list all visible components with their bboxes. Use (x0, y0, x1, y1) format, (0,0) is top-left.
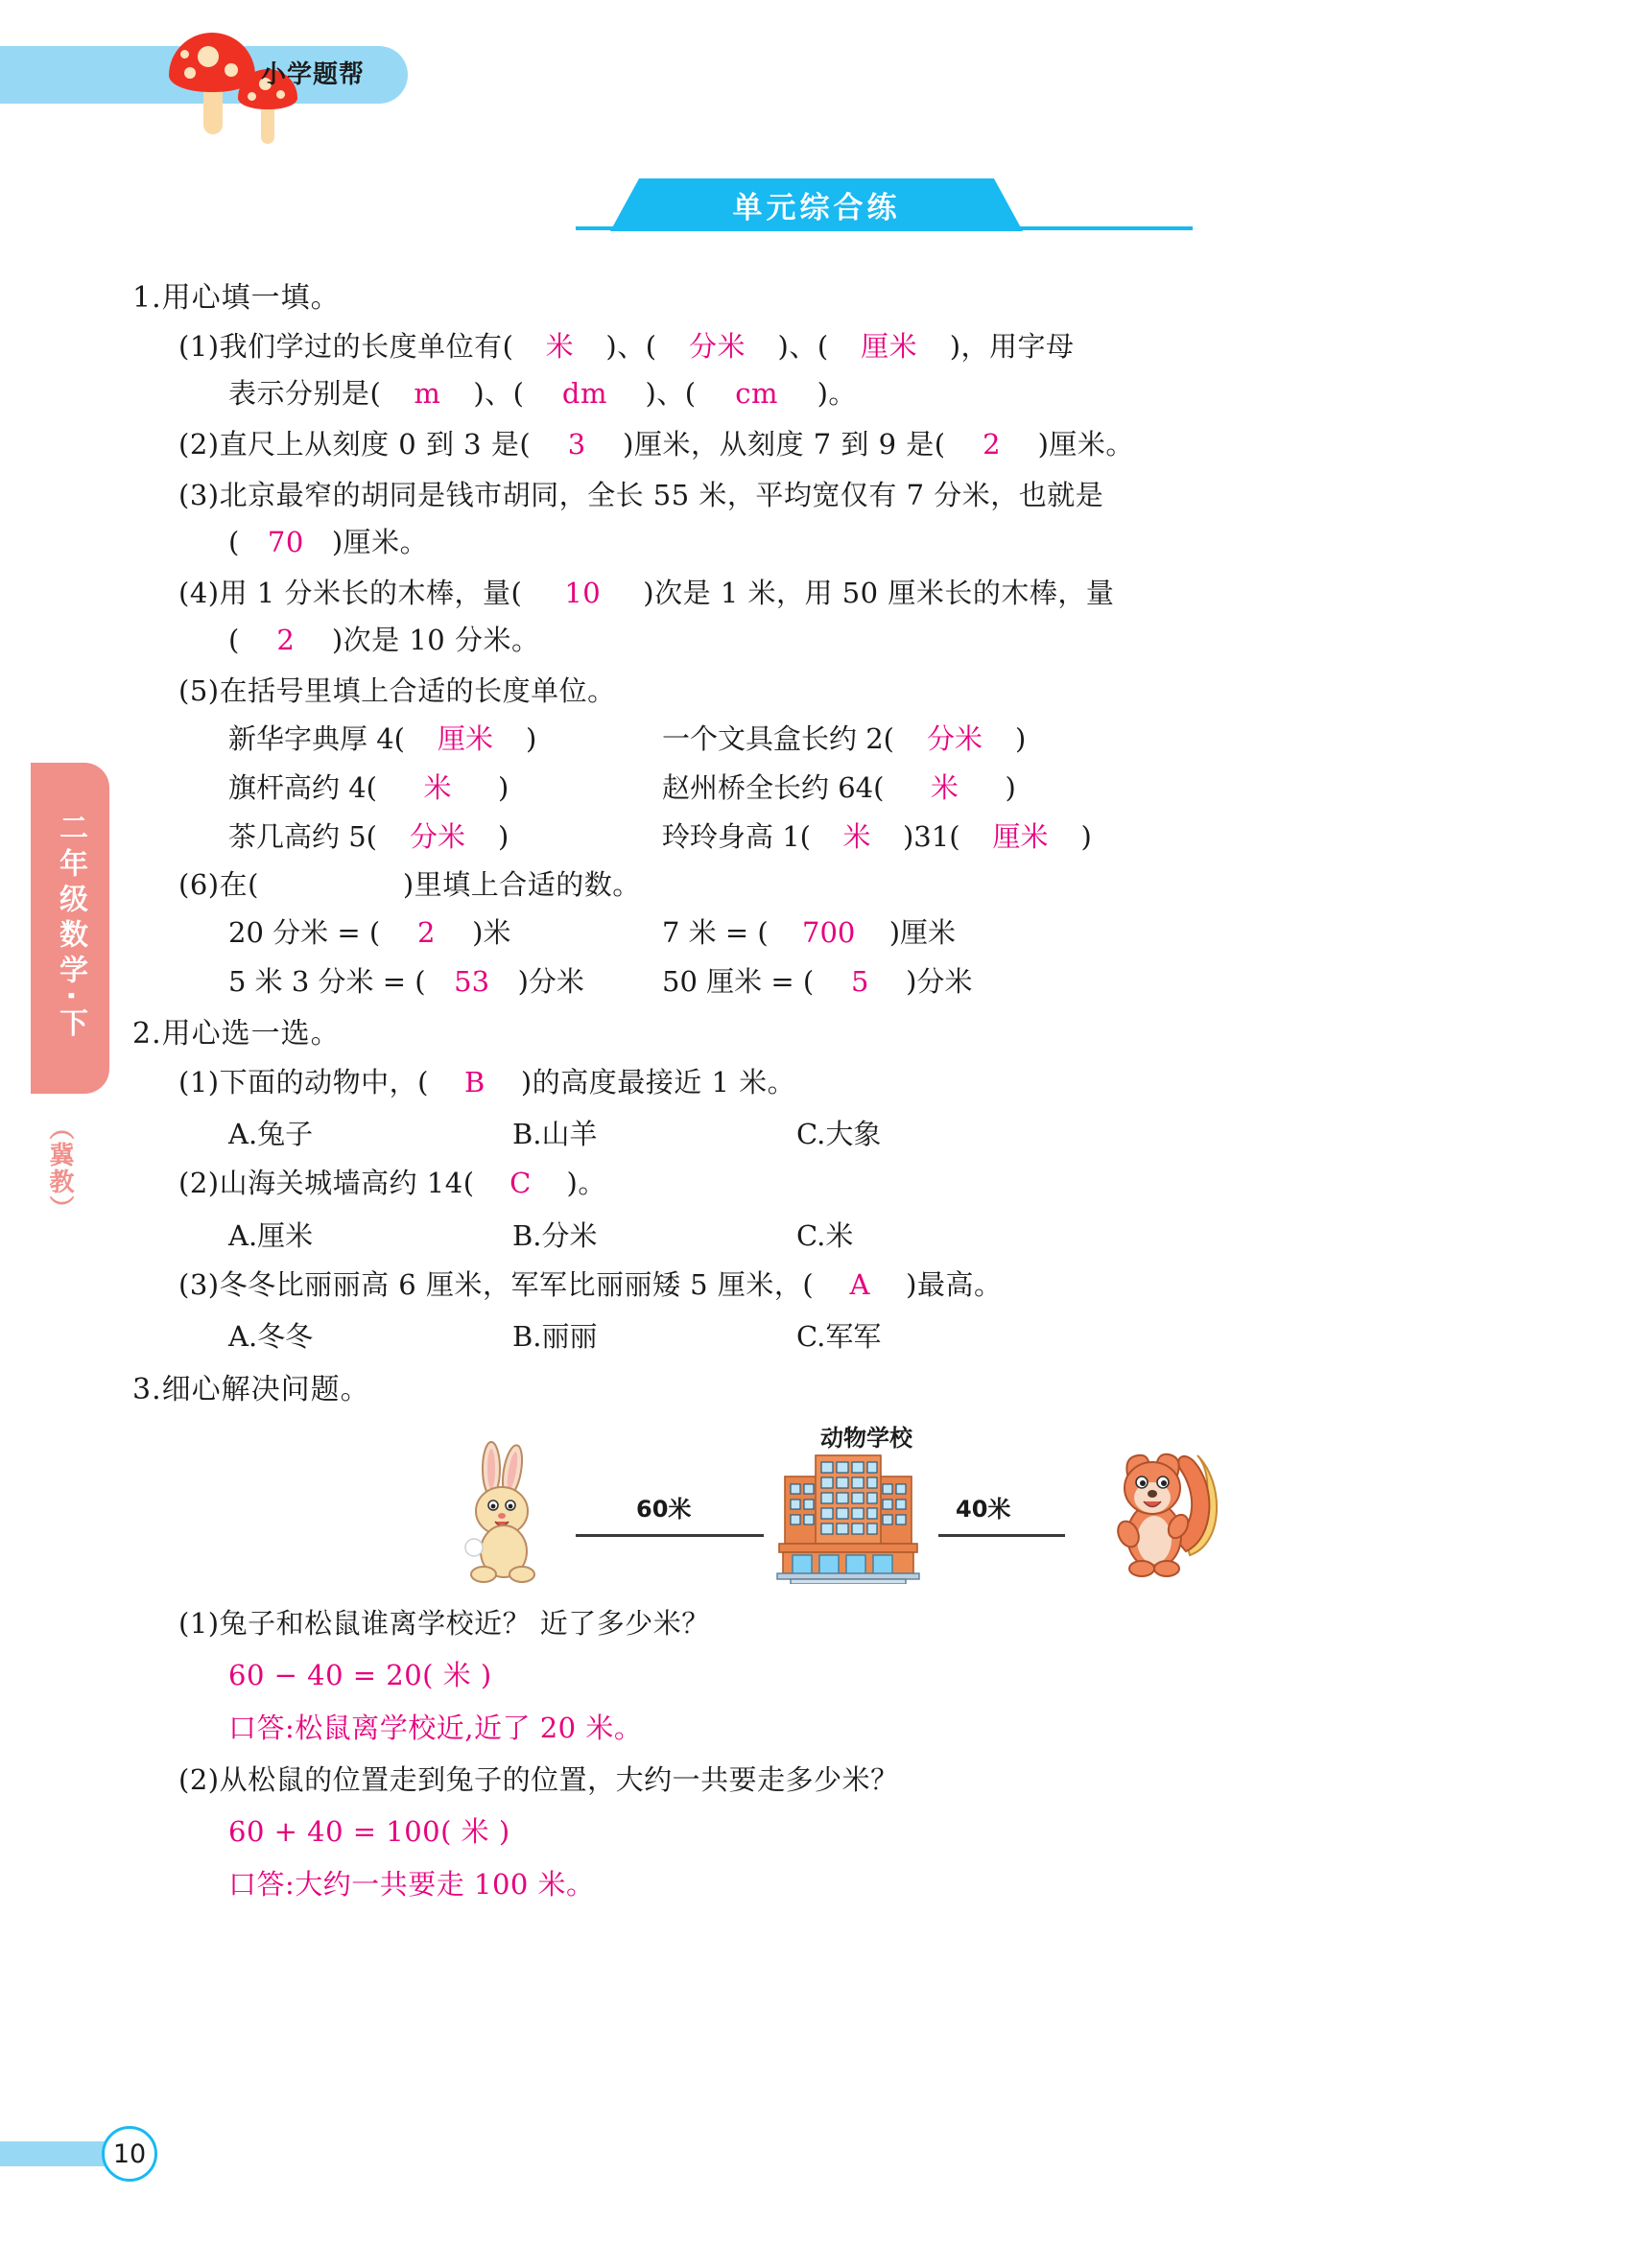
q1-6-r1-left-blank[interactable]: 2 (416, 916, 436, 950)
q1-2-text-b: )厘米，从刻度 7 到 9 是( (623, 428, 946, 461)
q2-3-option-c[interactable]: C.军军 (796, 1319, 882, 1353)
q2-1-text-b: )的高度最接近 1 米。 (520, 1066, 796, 1099)
distance-diagram (132, 1421, 1504, 1584)
q1-2-text-a: (2)直尺上从刻度 0 到 3 是( (178, 428, 532, 461)
q1-5-row-2-left (228, 767, 662, 806)
q1-6-r1-right-close: )厘米 (888, 916, 957, 950)
q1-2-text-c: )厘米。 (1037, 428, 1134, 461)
question-1-heading: 1.用心填一填。 (132, 281, 341, 315)
q1-4-blank-2[interactable]: 2 (276, 624, 296, 657)
q1-6-r2-right-blank[interactable]: 5 (850, 965, 869, 999)
q2-3-text-a: (3)冬冬比丽丽高 6 厘米，军军比丽丽矮 5 厘米，( (178, 1267, 815, 1301)
q3-item-2-answer: 口答:大约一共要走 100 米。 (228, 1867, 595, 1901)
q1-6-r2-right-close: )分米 (906, 965, 973, 999)
q2-2-options (132, 1215, 1504, 1254)
q1-4-text-a: (4)用 1 分米长的木棒，量( (178, 577, 523, 610)
rabbit-icon (449, 1440, 564, 1588)
q1-4-blank-1[interactable]: 10 (564, 577, 602, 610)
q1-3-blank-1[interactable]: 70 (267, 526, 304, 559)
q2-2-option-b[interactable]: B.分米 (512, 1218, 598, 1252)
q1-4-text-d: )次是 10 分米。 (331, 624, 540, 657)
q1-5-row-3 (132, 815, 1504, 855)
q1-3-text-c: )厘米。 (331, 526, 429, 559)
q1-1-text-g: )、( (645, 377, 697, 411)
q2-3-blank[interactable]: A (849, 1267, 870, 1301)
q1-1-text-f: )、( (473, 377, 525, 411)
grade-subject-label: 二年级数学·下 (54, 813, 87, 1044)
q1-6-head-a: (6)在( (178, 868, 259, 902)
brand-name: 小学题帮 (261, 60, 366, 89)
edition-label: （冀教） (45, 1115, 74, 1222)
q2-item-2 (132, 1163, 1504, 1203)
q1-6-r2-right-text: 50 厘米 = ( (662, 965, 815, 999)
q1-5-r2-left-close: ) (497, 771, 509, 805)
q1-3-text-b: ( (228, 526, 240, 559)
left-distance-line (576, 1534, 764, 1537)
q1-5-r2-right-text: 赵州桥全长约 64( (662, 771, 885, 805)
q2-3-option-b[interactable]: B.丽丽 (512, 1319, 598, 1353)
q3-item-2-equation: 60 + 40 = 100( 米 ) (228, 1814, 510, 1848)
q1-5-row-3-right (662, 815, 1504, 855)
q1-2-blank-1[interactable]: 3 (567, 428, 586, 461)
school-building-icon (766, 1450, 931, 1584)
q1-5-row-2 (132, 767, 1504, 806)
q1-6-row-2-left (228, 960, 662, 1000)
q2-1-option-a[interactable]: A.兔子 (228, 1118, 314, 1151)
q1-5-r2-right-blank[interactable]: 米 (930, 771, 959, 805)
worksheet-content (132, 273, 1504, 1912)
q1-6-row-1-left (228, 911, 662, 951)
q1-item-1-line-2 (132, 373, 1504, 413)
q1-6-r1-right-blank[interactable]: 700 (802, 916, 856, 950)
q1-4-text-c: ( (228, 624, 240, 657)
q1-5-row-3-left (228, 815, 662, 855)
q2-1-blank[interactable]: B (464, 1066, 485, 1099)
q2-item-3 (132, 1264, 1504, 1305)
q2-2-text-a: (2)山海关城墙高约 14( (178, 1167, 475, 1200)
q1-6-row-2 (132, 960, 1504, 1000)
q1-1-blank-1[interactable]: 米 (545, 330, 575, 363)
q1-5-row-1 (132, 718, 1504, 757)
question-2-heading: 2.用心选一选。 (132, 1017, 341, 1051)
q1-6-row-1 (132, 911, 1504, 951)
q1-6-r2-left-text: 5 米 3 分米 = ( (228, 965, 426, 999)
q1-2-blank-2[interactable]: 2 (983, 428, 1002, 461)
q1-5-r3-left-close: ) (497, 820, 509, 854)
q1-item-6-heading (132, 864, 1504, 905)
q2-2-text-b: )。 (566, 1167, 606, 1200)
q1-5-row-1-right (662, 718, 1504, 757)
q1-1-blank-3[interactable]: 厘米 (861, 330, 918, 363)
q1-1-blank-4[interactable]: m (414, 377, 441, 411)
q2-1-option-c[interactable]: C.大象 (796, 1118, 882, 1151)
q1-5-r1-left-blank[interactable]: 厘米 (437, 722, 493, 756)
q3-item-1-answer: 口答:松鼠离学校近,近了 20 米。 (228, 1711, 643, 1744)
q2-1-text-a: (1)下面的动物中，( (178, 1066, 429, 1099)
q1-item-4-line-2 (132, 620, 1504, 660)
q1-5-r2-left-text: 旗杆高约 4( (228, 771, 377, 805)
q1-1-blank-2[interactable]: 分米 (689, 330, 746, 363)
q1-5-r1-left-text: 新华字典厚 4( (228, 722, 405, 756)
grade-subject-tab (31, 763, 109, 1094)
right-distance-line (938, 1534, 1065, 1537)
q1-1-text-c: )、( (777, 330, 829, 363)
q2-3-options (132, 1315, 1504, 1355)
q1-item-1-line-1 (132, 326, 1504, 366)
q1-1-text-d: )，用字母 (949, 330, 1075, 363)
q1-4-text-b: )次是 1 米，用 50 厘米长的木棒，量 (643, 577, 1115, 610)
q1-1-text-e: 表示分别是( (228, 377, 382, 411)
question-3-heading: 3.细心解决问题。 (132, 1372, 370, 1406)
q1-5-r3-right-mid: )31( (902, 820, 960, 854)
q3-item-1-question: (1)兔子和松鼠谁离学校近？ 近了多少米？ (178, 1606, 710, 1640)
q1-5-r3-right-blank2[interactable]: 厘米 (992, 820, 1049, 854)
q1-item-3-line-1: (3)北京最窄的胡同是钱市胡同，全长 55 米，平均宽仅有 7 分米，也就是 (178, 479, 1104, 512)
q1-item-2 (132, 424, 1504, 464)
q2-1-options (132, 1113, 1504, 1152)
q1-1-text-h: )。 (817, 377, 857, 411)
q1-5-r3-left-blank[interactable]: 分米 (409, 820, 465, 854)
q1-5-r3-right-blank[interactable]: 米 (842, 820, 871, 854)
q1-5-r2-left-blank[interactable]: 米 (423, 771, 452, 805)
q1-1-blank-6[interactable]: cm (735, 377, 778, 411)
q1-5-r1-right-close: ) (1014, 722, 1027, 756)
q1-item-3-line-2 (132, 522, 1504, 562)
q1-5-r3-right-text: 玲玲身高 1( (662, 820, 811, 854)
q3-item-2-question: (2)从松鼠的位置走到兔子的位置，大约一共要走多少米？ (178, 1762, 899, 1796)
q2-item-1 (132, 1062, 1504, 1102)
q1-item-5-heading: (5)在括号里填上合适的长度单位。 (178, 674, 616, 708)
q1-1-text-a: (1)我们学过的长度单位有( (178, 330, 514, 363)
right-distance-label: 40米 (956, 1495, 1011, 1523)
q1-5-row-1-left (228, 718, 662, 757)
squirrel-icon (1101, 1432, 1226, 1585)
q1-6-r2-left-close: )分米 (517, 965, 584, 999)
q1-5-r1-right-blank[interactable]: 分米 (926, 722, 983, 756)
q3-item-1-equation: 60 − 40 = 20( 米 ) (228, 1658, 492, 1691)
q1-6-r1-left-text: 20 分米 = ( (228, 916, 381, 950)
q1-6-head-b: )里填上合适的数。 (402, 868, 641, 902)
q1-1-text-b: )、( (605, 330, 657, 363)
q2-2-option-c[interactable]: C.米 (796, 1218, 854, 1252)
q1-6-row-2-right (662, 960, 1504, 1000)
q1-5-r3-right-close: ) (1080, 820, 1092, 854)
q1-6-r1-right-text: 7 米 = ( (662, 916, 769, 950)
q2-2-blank[interactable]: C (509, 1167, 532, 1200)
q1-1-blank-5[interactable]: dm (561, 377, 607, 411)
q1-5-r2-right-close: ) (1005, 771, 1016, 805)
q1-5-row-2-right (662, 767, 1504, 806)
q1-6-r2-left-blank[interactable]: 53 (454, 965, 490, 999)
q1-6-r1-left-close: )米 (472, 916, 511, 950)
banner-rule-right (1001, 226, 1193, 230)
section-title: 单元综合练 (732, 191, 901, 225)
school-name-label: 动物学校 (820, 1424, 912, 1452)
q2-1-option-b[interactable]: B.山羊 (512, 1118, 598, 1151)
q1-5-r1-right-text: 一个文具盒长约 2( (662, 722, 894, 756)
q1-6-row-1-right (662, 911, 1504, 951)
q1-5-r3-left-text: 茶几高约 5( (228, 820, 377, 854)
q2-3-option-a[interactable]: A.冬冬 (228, 1319, 314, 1353)
q1-item-4-line-1 (132, 573, 1504, 613)
page-number: 10 (102, 2126, 157, 2182)
q1-5-r1-left-close: ) (525, 722, 537, 756)
left-distance-label: 60米 (636, 1495, 692, 1523)
q2-2-option-a[interactable]: A.厘米 (228, 1218, 314, 1252)
q2-3-text-b: )最高。 (906, 1267, 1003, 1301)
